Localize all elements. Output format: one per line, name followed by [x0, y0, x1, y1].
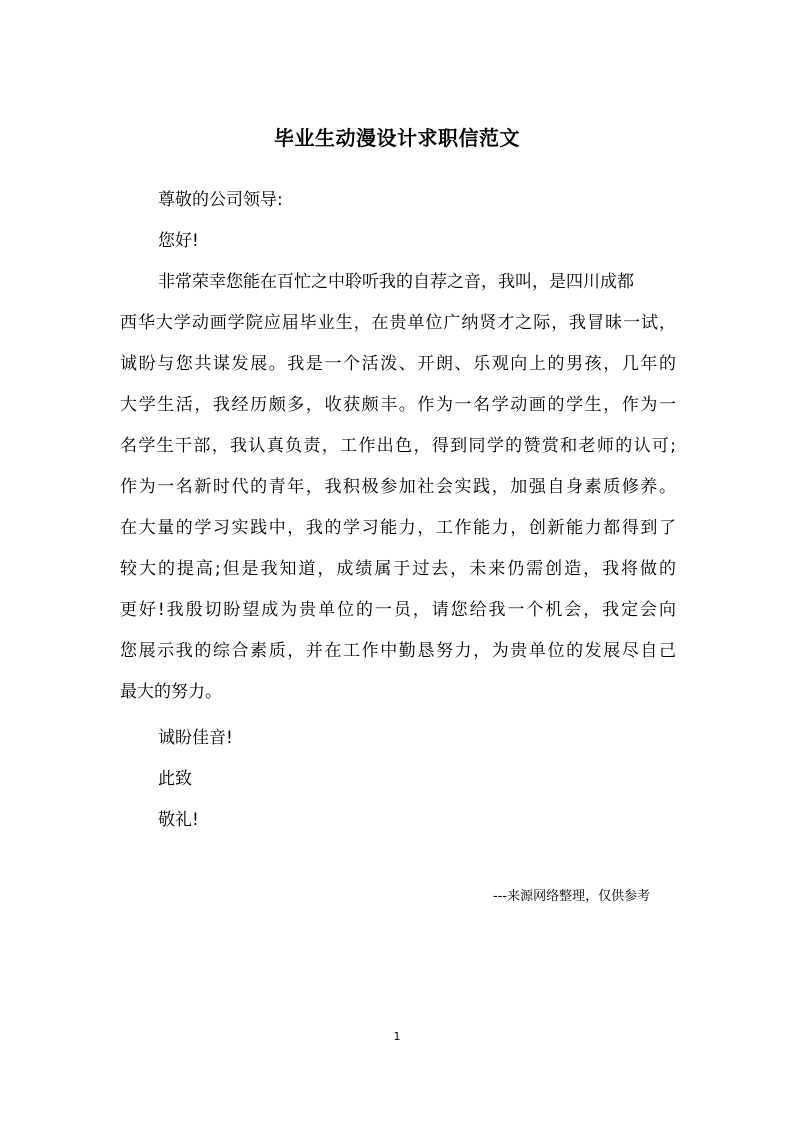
body-line: 在大量的学习实践中，我的学习能力，工作能力，创新能力都得到了	[120, 518, 676, 538]
document-title: 毕业生动漫设计求职信范文	[274, 126, 520, 150]
greeting: 您好!	[158, 231, 199, 251]
body-line: 非常荣幸您能在百忙之中聆听我的自荐之音，我叫，是四川成都	[158, 272, 634, 292]
body-line: 作为一名新时代的青年，我积极参加社会实践，加强自身素质修养。	[120, 477, 676, 497]
body-line: 大学生活，我经历颇多，收获颇丰。作为一名学动画的学生，作为一	[120, 395, 676, 415]
body-line: 西华大学动画学院应届毕业生，在贵单位广纳贤才之际，我冒昧一试，	[120, 313, 676, 333]
closing-line: 此致	[158, 769, 192, 789]
body-line: 您展示我的综合素质，并在工作中勤恳努力，为贵单位的发展尽自己	[120, 641, 676, 661]
closing-line: 敬礼!	[158, 810, 199, 830]
body-line: 较大的提高;但是我知道，成绩属于过去，未来仍需创造，我将做的	[120, 559, 676, 579]
body-line: 名学生干部，我认真负责，工作出色，得到同学的赞赏和老师的认可;	[120, 436, 676, 456]
body-line: 最大的努力。	[120, 682, 222, 702]
page-number: 1	[393, 1030, 401, 1043]
source-note: ---来源网络整理，仅供参考	[493, 889, 651, 904]
salutation: 尊敬的公司领导:	[158, 190, 283, 210]
closing-line: 诚盼佳音!	[158, 728, 233, 748]
body-line: 诚盼与您共谋发展。我是一个活泼、开朗、乐观向上的男孩，几年的	[120, 354, 676, 374]
body-line: 更好!我殷切盼望成为贵单位的一员，请您给我一个机会，我定会向	[120, 600, 676, 620]
